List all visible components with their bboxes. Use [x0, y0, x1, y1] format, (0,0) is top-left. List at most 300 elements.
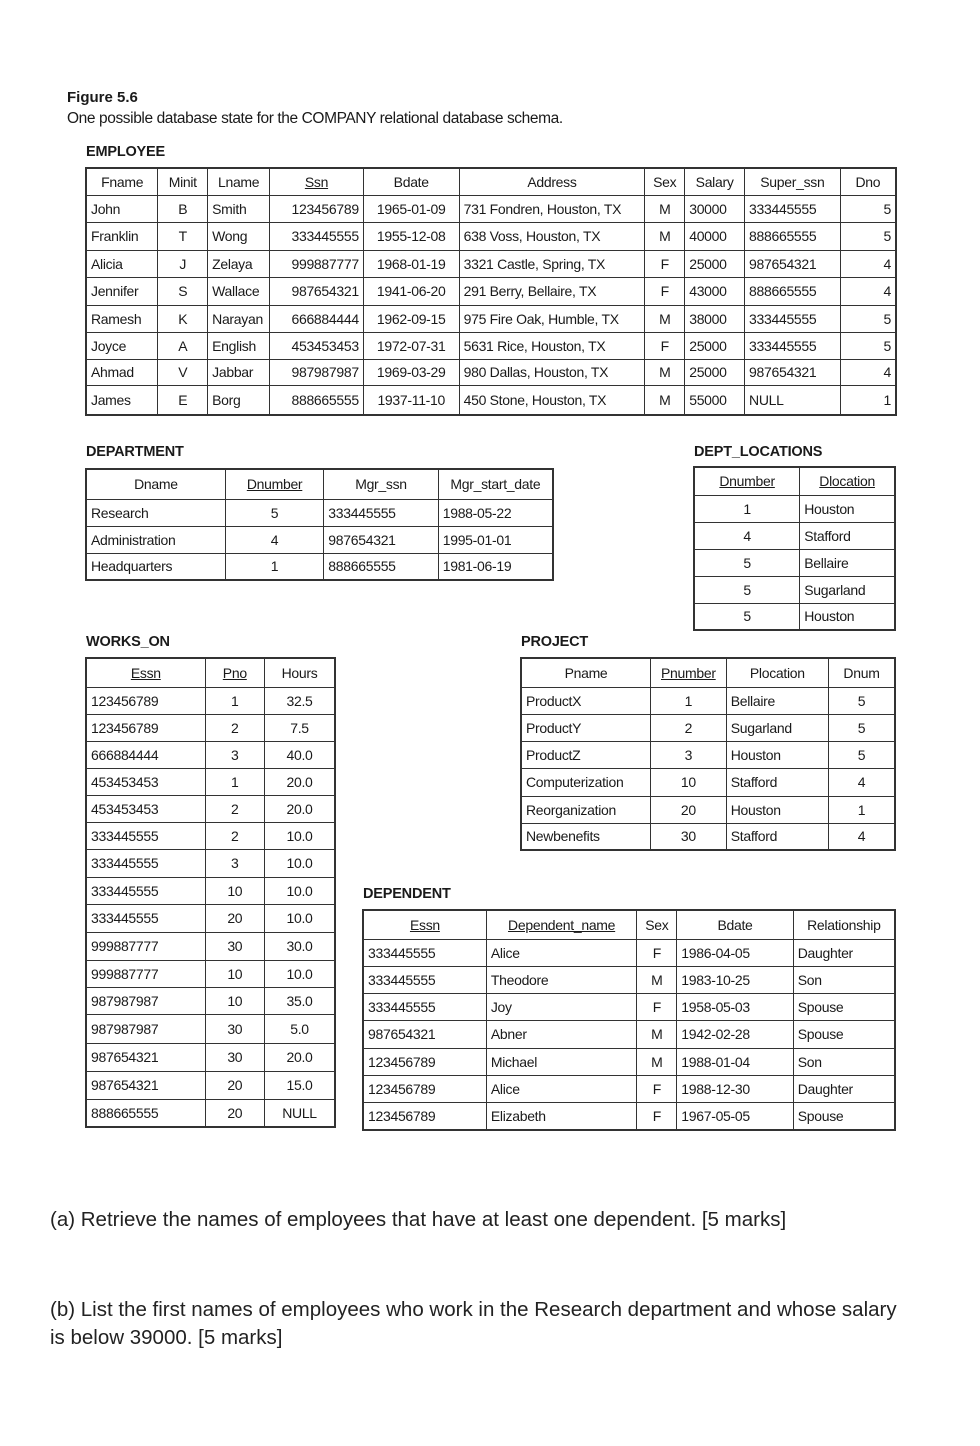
dependent-cell: 123456789: [363, 1048, 486, 1075]
employee-cell: 975 Fire Oak, Humble, TX: [459, 305, 645, 332]
works-on-label: WORKS_ON: [86, 634, 170, 650]
employee-cell: 638 Voss, Houston, TX: [459, 222, 645, 250]
works-on-cell: 987987987: [86, 987, 205, 1014]
employee-cell: 40000: [685, 222, 745, 250]
employee-cell: M: [645, 222, 685, 250]
department-cell: Headquarters: [86, 553, 225, 580]
employee-cell: Ahmad: [86, 359, 158, 385]
dependent-cell: Michael: [486, 1048, 637, 1075]
employee-cell: Zelaya: [208, 250, 270, 277]
department-label: DEPARTMENT: [86, 444, 184, 460]
works-on-table: [85, 657, 336, 1128]
employee-cell: 453453453: [270, 332, 364, 359]
dept-locations-row: [694, 576, 895, 603]
question-a: (a) Retrieve the names of employees that have at least one dependent. [5 marks]: [50, 1208, 787, 1231]
works-on-cell: 20.0: [265, 1043, 335, 1071]
employee-cell: Jennifer: [86, 277, 158, 305]
works-on-row: [86, 768, 335, 795]
works-on-cell: 888665555: [86, 1099, 205, 1127]
project-cell: 20: [650, 796, 726, 823]
employee-column-header: Minit: [158, 168, 208, 195]
project-table: [520, 657, 896, 851]
department-cell: 5: [225, 499, 323, 526]
department-header-row: [86, 469, 553, 499]
employee-column-header: Sex: [645, 168, 685, 195]
employee-cell: 888665555: [745, 277, 841, 305]
works-on-cell: 20.0: [265, 768, 335, 795]
dependent-cell: Elizabeth: [486, 1102, 637, 1130]
works-on-cell: 2: [205, 795, 264, 822]
works-on-row: [86, 1071, 335, 1099]
employee-cell: 333445555: [745, 195, 841, 222]
employee-cell: 25000: [685, 359, 745, 385]
works-on-cell: 15.0: [265, 1071, 335, 1099]
works-on-cell: 999887777: [86, 932, 205, 960]
works-on-row: [86, 932, 335, 960]
dependent-cell: 333445555: [363, 966, 486, 993]
dependent-column-header: Relationship: [793, 910, 895, 939]
employee-cell: Borg: [208, 385, 270, 415]
employee-column-header: Lname: [208, 168, 270, 195]
works-on-cell: 20.0: [265, 795, 335, 822]
employee-cell: 888665555: [270, 385, 364, 415]
employee-row: [86, 277, 896, 305]
project-column-header: Pnumber: [650, 658, 726, 687]
project-cell: 4: [828, 768, 895, 796]
department-cell: 1995-01-01: [438, 526, 553, 553]
works-on-column-header: Pno: [205, 658, 264, 687]
employee-cell: 450 Stone, Houston, TX: [459, 385, 645, 415]
employee-cell: V: [158, 359, 208, 385]
employee-cell: 1955-12-08: [363, 222, 459, 250]
project-cell: 5: [828, 687, 895, 714]
dept-locations-row: [694, 495, 895, 522]
works-on-cell: 2: [205, 822, 264, 849]
dept-locations-cell: Sugarland: [800, 576, 895, 603]
dependent-cell: Son: [793, 966, 895, 993]
works-on-cell: NULL: [265, 1099, 335, 1127]
works-on-row: [86, 1099, 335, 1127]
employee-cell: 5631 Rice, Houston, TX: [459, 332, 645, 359]
figure-title: Figure 5.6: [67, 89, 138, 106]
employee-cell: Wong: [208, 222, 270, 250]
employee-cell: 25000: [685, 250, 745, 277]
dept-locations-cell: Bellaire: [800, 549, 895, 576]
employee-cell: M: [645, 305, 685, 332]
dept-locations-header-row: [694, 467, 895, 495]
department-cell: Administration: [86, 526, 225, 553]
employee-cell: 333445555: [745, 332, 841, 359]
department-cell: 4: [225, 526, 323, 553]
employee-cell: 123456789: [270, 195, 364, 222]
department-cell: Research: [86, 499, 225, 526]
dependent-cell: 1988-12-30: [677, 1075, 793, 1102]
project-row: [521, 768, 895, 796]
project-cell: 10: [650, 768, 726, 796]
employee-row: [86, 359, 896, 385]
project-cell: 3: [650, 741, 726, 768]
dependent-row: [363, 993, 895, 1020]
project-label: PROJECT: [521, 634, 589, 650]
dependent-column-header: Sex: [637, 910, 677, 939]
employee-column-header: Fname: [86, 168, 158, 195]
employee-cell: Jabbar: [208, 359, 270, 385]
employee-cell: 987987987: [270, 359, 364, 385]
department-cell: 1981-06-19: [438, 553, 553, 580]
employee-cell: 38000: [685, 305, 745, 332]
works-on-row: [86, 877, 335, 904]
employee-cell: Joyce: [86, 332, 158, 359]
works-on-cell: 40.0: [265, 741, 335, 768]
dept-locations-column-header: Dnumber: [694, 467, 800, 495]
dept-locations-cell: 1: [694, 495, 800, 522]
employee-column-header: Salary: [685, 168, 745, 195]
employee-cell: 5: [840, 332, 896, 359]
department-table: [85, 468, 554, 581]
employee-cell: 4: [840, 277, 896, 305]
dept-locations-cell: 5: [694, 549, 800, 576]
department-row: [86, 553, 553, 580]
employee-cell: 987654321: [745, 250, 841, 277]
employee-cell: B: [158, 195, 208, 222]
department-cell: 1988-05-22: [438, 499, 553, 526]
works-on-cell: 3: [205, 849, 264, 877]
department-cell: 888665555: [324, 553, 438, 580]
project-cell: Computerization: [521, 768, 650, 796]
works-on-cell: 32.5: [265, 687, 335, 714]
employee-cell: 1962-09-15: [363, 305, 459, 332]
dependent-cell: 123456789: [363, 1102, 486, 1130]
dependent-cell: 1988-01-04: [677, 1048, 793, 1075]
works-on-cell: 10.0: [265, 849, 335, 877]
employee-cell: M: [645, 359, 685, 385]
employee-cell: Wallace: [208, 277, 270, 305]
employee-row: [86, 385, 896, 415]
employee-cell: 43000: [685, 277, 745, 305]
dept-locations-cell: 5: [694, 576, 800, 603]
works-on-cell: 10.0: [265, 877, 335, 904]
works-on-row: [86, 904, 335, 932]
dept-locations-label: DEPT_LOCATIONS: [694, 444, 823, 460]
employee-cell: 5: [840, 305, 896, 332]
department-row: [86, 499, 553, 526]
project-cell: 5: [828, 741, 895, 768]
dependent-row: [363, 939, 895, 966]
works-on-cell: 999887777: [86, 960, 205, 987]
project-cell: ProductZ: [521, 741, 650, 768]
department-column-header: Mgr_start_date: [438, 469, 553, 499]
employee-cell: J: [158, 250, 208, 277]
project-cell: Houston: [726, 796, 828, 823]
employee-cell: Ramesh: [86, 305, 158, 332]
project-cell: Sugarland: [726, 714, 828, 741]
dependent-cell: F: [637, 1102, 677, 1130]
employee-label: EMPLOYEE: [86, 144, 165, 160]
employee-cell: 666884444: [270, 305, 364, 332]
works-on-row: [86, 960, 335, 987]
employee-cell: 1968-01-19: [363, 250, 459, 277]
employee-cell: English: [208, 332, 270, 359]
project-cell: 5: [828, 714, 895, 741]
employee-cell: S: [158, 277, 208, 305]
works-on-cell: 10.0: [265, 904, 335, 932]
department-row: [86, 526, 553, 553]
works-on-cell: 333445555: [86, 849, 205, 877]
dependent-cell: Theodore: [486, 966, 637, 993]
employee-column-header: Super_ssn: [745, 168, 841, 195]
employee-cell: 4: [840, 359, 896, 385]
employee-header-row: [86, 168, 896, 195]
project-cell: Reorganization: [521, 796, 650, 823]
works-on-cell: 10.0: [265, 822, 335, 849]
dept-locations-cell: 5: [694, 603, 800, 630]
dept-locations-row: [694, 549, 895, 576]
department-column-header: Dname: [86, 469, 225, 499]
works-on-row: [86, 822, 335, 849]
dependent-cell: 123456789: [363, 1075, 486, 1102]
dependent-cell: Spouse: [793, 993, 895, 1020]
employee-cell: M: [645, 195, 685, 222]
dependent-cell: F: [637, 993, 677, 1020]
employee-cell: K: [158, 305, 208, 332]
works-on-cell: 10: [205, 960, 264, 987]
dept-locations-row: [694, 522, 895, 549]
works-on-cell: 10: [205, 877, 264, 904]
works-on-row: [86, 849, 335, 877]
employee-cell: 333445555: [270, 222, 364, 250]
employee-cell: John: [86, 195, 158, 222]
project-row: [521, 714, 895, 741]
employee-cell: Alicia: [86, 250, 158, 277]
works-on-cell: 666884444: [86, 741, 205, 768]
project-column-header: Plocation: [726, 658, 828, 687]
dependent-cell: Daughter: [793, 1075, 895, 1102]
employee-cell: 731 Fondren, Houston, TX: [459, 195, 645, 222]
employee-cell: 1937-11-10: [363, 385, 459, 415]
employee-cell: 291 Berry, Bellaire, TX: [459, 277, 645, 305]
dependent-row: [363, 1102, 895, 1130]
project-row: [521, 741, 895, 768]
employee-cell: 55000: [685, 385, 745, 415]
employee-cell: F: [645, 332, 685, 359]
dependent-cell: 1986-04-05: [677, 939, 793, 966]
employee-row: [86, 195, 896, 222]
employee-cell: M: [645, 385, 685, 415]
project-cell: Stafford: [726, 768, 828, 796]
works-on-row: [86, 741, 335, 768]
works-on-cell: 2: [205, 714, 264, 741]
dependent-cell: Son: [793, 1048, 895, 1075]
department-column-header: Dnumber: [225, 469, 323, 499]
dependent-cell: 1942-02-28: [677, 1020, 793, 1048]
employee-cell: F: [645, 250, 685, 277]
project-cell: Newbenefits: [521, 823, 650, 850]
employee-cell: 25000: [685, 332, 745, 359]
project-cell: Stafford: [726, 823, 828, 850]
department-column-header: Mgr_ssn: [324, 469, 438, 499]
dept-locations-cell: Houston: [800, 495, 895, 522]
employee-column-header: Ssn: [270, 168, 364, 195]
employee-cell: 888665555: [745, 222, 841, 250]
employee-cell: 1969-03-29: [363, 359, 459, 385]
works-on-cell: 453453453: [86, 768, 205, 795]
figure-caption: One possible database state for the COMPANY relational database schema.: [67, 110, 563, 127]
dependent-table: [362, 909, 896, 1131]
works-on-row: [86, 1043, 335, 1071]
employee-cell: E: [158, 385, 208, 415]
employee-cell: F: [645, 277, 685, 305]
dependent-cell: Abner: [486, 1020, 637, 1048]
project-cell: 2: [650, 714, 726, 741]
works-on-cell: 1: [205, 768, 264, 795]
works-on-row: [86, 687, 335, 714]
employee-cell: 4: [840, 250, 896, 277]
works-on-cell: 123456789: [86, 687, 205, 714]
works-on-cell: 30.0: [265, 932, 335, 960]
works-on-cell: 30: [205, 1014, 264, 1043]
works-on-cell: 35.0: [265, 987, 335, 1014]
dependent-cell: Joy: [486, 993, 637, 1020]
works-on-cell: 10: [205, 987, 264, 1014]
dependent-cell: 1967-05-05: [677, 1102, 793, 1130]
works-on-cell: 1: [205, 687, 264, 714]
dependent-column-header: Bdate: [677, 910, 793, 939]
works-on-cell: 7.5: [265, 714, 335, 741]
employee-row: [86, 305, 896, 332]
dependent-cell: 987654321: [363, 1020, 486, 1048]
works-on-header-row: [86, 658, 335, 687]
dependent-column-header: Dependent_name: [486, 910, 637, 939]
employee-cell: 1: [840, 385, 896, 415]
employee-cell: 3321 Castle, Spring, TX: [459, 250, 645, 277]
dependent-cell: 1958-05-03: [677, 993, 793, 1020]
works-on-cell: 987654321: [86, 1043, 205, 1071]
works-on-row: [86, 987, 335, 1014]
dependent-header-row: [363, 910, 895, 939]
project-column-header: Pname: [521, 658, 650, 687]
dependent-column-header: Essn: [363, 910, 486, 939]
dept-locations-table: [693, 466, 896, 631]
project-header-row: [521, 658, 895, 687]
project-cell: ProductY: [521, 714, 650, 741]
dependent-cell: Spouse: [793, 1020, 895, 1048]
works-on-cell: 987987987: [86, 1014, 205, 1043]
works-on-cell: 333445555: [86, 822, 205, 849]
employee-column-header: Dno: [840, 168, 896, 195]
works-on-cell: 20: [205, 1071, 264, 1099]
dependent-cell: Alice: [486, 1075, 637, 1102]
employee-row: [86, 222, 896, 250]
project-cell: Bellaire: [726, 687, 828, 714]
works-on-cell: 987654321: [86, 1071, 205, 1099]
project-row: [521, 687, 895, 714]
works-on-cell: 5.0: [265, 1014, 335, 1043]
works-on-row: [86, 1014, 335, 1043]
dependent-cell: M: [637, 1048, 677, 1075]
works-on-cell: 3: [205, 741, 264, 768]
dependent-cell: 333445555: [363, 993, 486, 1020]
works-on-row: [86, 714, 335, 741]
dept-locations-row: [694, 603, 895, 630]
project-row: [521, 823, 895, 850]
dependent-cell: M: [637, 1020, 677, 1048]
dependent-row: [363, 966, 895, 993]
employee-column-header: Address: [459, 168, 645, 195]
employee-cell: 980 Dallas, Houston, TX: [459, 359, 645, 385]
employee-cell: 1965-01-09: [363, 195, 459, 222]
dependent-cell: M: [637, 966, 677, 993]
dependent-label: DEPENDENT: [363, 886, 451, 902]
employee-column-header: Bdate: [363, 168, 459, 195]
works-on-cell: 123456789: [86, 714, 205, 741]
employee-cell: 5: [840, 222, 896, 250]
works-on-cell: 30: [205, 932, 264, 960]
works-on-cell: 333445555: [86, 877, 205, 904]
employee-cell: 1941-06-20: [363, 277, 459, 305]
department-cell: 987654321: [324, 526, 438, 553]
dependent-cell: Daughter: [793, 939, 895, 966]
employee-cell: Franklin: [86, 222, 158, 250]
employee-cell: 1972-07-31: [363, 332, 459, 359]
works-on-cell: 20: [205, 1099, 264, 1127]
dependent-cell: Spouse: [793, 1102, 895, 1130]
works-on-column-header: Essn: [86, 658, 205, 687]
employee-cell: 987654321: [270, 277, 364, 305]
employee-row: [86, 250, 896, 277]
works-on-cell: 30: [205, 1043, 264, 1071]
dependent-cell: F: [637, 1075, 677, 1102]
employee-cell: T: [158, 222, 208, 250]
employee-cell: A: [158, 332, 208, 359]
dependent-cell: F: [637, 939, 677, 966]
project-cell: Houston: [726, 741, 828, 768]
dept-locations-column-header: Dlocation: [800, 467, 895, 495]
question-b: (b) List the first names of employees who work in the Research department and whose salary is below 39000. [5 marks]: [50, 1298, 897, 1349]
project-cell: 1: [828, 796, 895, 823]
dependent-row: [363, 1020, 895, 1048]
dependent-cell: 333445555: [363, 939, 486, 966]
works-on-cell: 333445555: [86, 904, 205, 932]
works-on-cell: 10.0: [265, 960, 335, 987]
project-cell: 4: [828, 823, 895, 850]
employee-cell: Narayan: [208, 305, 270, 332]
employee-cell: Smith: [208, 195, 270, 222]
employee-cell: NULL: [745, 385, 841, 415]
project-cell: ProductX: [521, 687, 650, 714]
employee-cell: 987654321: [745, 359, 841, 385]
works-on-cell: 453453453: [86, 795, 205, 822]
project-cell: 1: [650, 687, 726, 714]
employee-cell: James: [86, 385, 158, 415]
employee-cell: 999887777: [270, 250, 364, 277]
employee-cell: 30000: [685, 195, 745, 222]
employee-cell: 5: [840, 195, 896, 222]
employee-cell: 333445555: [745, 305, 841, 332]
dependent-row: [363, 1048, 895, 1075]
project-cell: 30: [650, 823, 726, 850]
project-row: [521, 796, 895, 823]
dependent-cell: Alice: [486, 939, 637, 966]
department-cell: 1: [225, 553, 323, 580]
employee-row: [86, 332, 896, 359]
dept-locations-cell: Stafford: [800, 522, 895, 549]
works-on-cell: 20: [205, 904, 264, 932]
project-column-header: Dnum: [828, 658, 895, 687]
works-on-row: [86, 795, 335, 822]
dependent-cell: 1983-10-25: [677, 966, 793, 993]
dept-locations-cell: 4: [694, 522, 800, 549]
dependent-row: [363, 1075, 895, 1102]
